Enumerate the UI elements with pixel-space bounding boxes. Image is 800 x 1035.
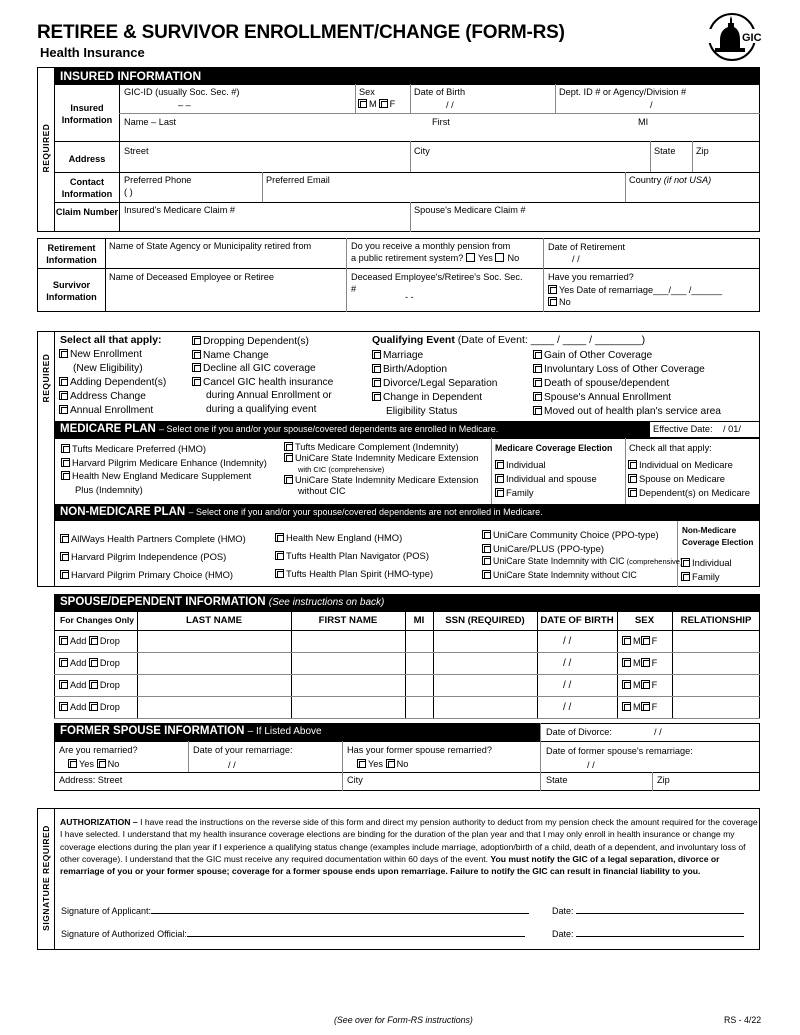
date-official-line[interactable] [576,928,744,937]
option-label: Divorce/Legal Separation [383,378,498,389]
dependent-sex[interactable] [622,702,657,712]
signature-applicant-line[interactable] [151,905,529,914]
signature-official-row: Signature of Authorized Official: [61,928,525,939]
form-subtitle: Health Insurance [40,45,145,60]
option-checkbox[interactable] [628,460,637,469]
option-checkbox[interactable] [681,572,690,581]
row-retirement: Retirement Information [46,243,97,265]
sex-m-checkbox[interactable] [622,702,631,711]
option-checkbox[interactable] [59,391,68,400]
sex-m-label: M [633,658,641,668]
option-checkbox[interactable] [59,349,68,358]
sex-f-label: F [651,658,658,668]
add-label: Add [70,636,87,646]
select-col-4 [533,349,721,419]
option-checkbox[interactable] [372,350,381,359]
option-label: Plus (Indemnity) [75,483,143,495]
footer-code: RS - 4/22 [724,1015,762,1025]
former-remarried-yes[interactable] [68,759,77,768]
option-checkbox[interactable] [61,444,70,453]
option-label: Marriage [383,350,424,361]
select-col-3 [372,349,497,419]
option-nm-elect-0[interactable] [681,556,732,570]
dependent-header-6: SEX [634,615,655,626]
former-spouse-date-label: Date of former spouse's remarriage: [546,746,693,756]
ssn-hash: # [351,284,357,294]
option-label: Dependent(s) on Medicare [639,487,750,498]
sex-m-checkbox[interactable] [358,99,367,108]
non-medicare-col-3 [482,528,682,582]
option-checkbox[interactable] [372,392,381,401]
sex-f-label: F [651,680,658,690]
option-sel-col4-0[interactable] [533,349,721,363]
former-spouse-remarried-label: Has your former spouse remarried? [347,745,493,755]
option-checkbox[interactable] [284,453,293,462]
mi-label: MI [638,117,649,127]
option-label: Spouse on Medicare [639,473,725,484]
option-nm-col2-0[interactable] [275,529,433,547]
option-sel-col1-1 [59,362,166,376]
option-checkbox[interactable] [61,471,70,480]
date-official-row: Date: [552,928,744,939]
option-label: Family [506,487,534,498]
option-label: Tufts Health Plan Spirit (HMO-type) [286,568,434,579]
option-label: Change in Dependent [383,392,483,403]
select-col-2 [192,335,333,416]
former-spouse-bar: FORMER SPOUSE INFORMATION – If Listed Above [54,723,540,741]
option-checkbox[interactable] [284,475,293,484]
option-sel-col2-1[interactable] [192,349,333,363]
effective-date-label: Effective Date: [653,424,713,434]
option-label: UniCare Community Choice (PPO-type) [493,529,659,540]
option-sel-col2-2[interactable] [192,362,333,376]
required-label-1: REQUIRED [41,123,51,173]
option-label: UniCare State Indemnity Medicare Extension [295,453,479,463]
option-checkbox[interactable] [628,488,637,497]
dept-slash[interactable]: / [650,100,653,110]
sex-f-checkbox[interactable] [641,636,650,645]
row-survivor: Survivor Information [46,280,97,302]
option-checkbox[interactable] [275,551,284,560]
option-sel-col1-0[interactable] [59,348,166,362]
option-label: UniCare/PLUS (PPO-type) [493,542,604,554]
add-label: Add [70,702,87,712]
drop-label: Drop [99,702,120,712]
sex-m-checkbox[interactable] [622,680,631,689]
remarried-yes-checkbox[interactable] [548,285,557,294]
option-checkbox[interactable] [60,552,69,561]
date-retirement-slashes[interactable]: / / [572,254,580,264]
ssn-dashes[interactable]: - - [405,292,414,302]
option-label: without CIC [298,486,346,496]
option-label: Health New England Medicare Supplement [72,470,252,481]
gic-id-dashes[interactable]: – – [178,100,191,110]
option-checkbox[interactable] [482,556,491,565]
drop-checkbox[interactable] [89,680,98,689]
add-label: Add [70,680,87,690]
agency-label: Name of State Agency or Municipality retired from [109,241,312,251]
row-contact: Contact Information [61,177,113,199]
form-title: RETIREE & SURVIVOR ENROLLMENT/CHANGE (FORM-RS) [37,22,565,43]
row-claim: Claim Number [55,207,119,217]
non-medicare-col-2 [275,529,433,583]
option-checkbox[interactable] [482,544,491,553]
option-checkbox[interactable] [482,570,491,579]
drop-label: Drop [99,680,120,690]
drop-checkbox[interactable] [89,702,98,711]
option-label: Harvard Pilgrim Primary Choice (HMO) [71,569,233,580]
pension-q2-row: a public retirement system? Yes No [351,253,520,263]
medicare-check-options [628,458,750,500]
option-med-elect-2[interactable] [495,486,597,500]
option-label: Cancel GIC health insurance [203,376,334,388]
zip-label: Zip [696,146,709,156]
option-nm-elect-1[interactable] [681,570,732,584]
option-sel-col3-3[interactable] [372,391,497,405]
sex-options[interactable]: M F [358,99,395,109]
former-spouse-remarried-options: Yes No [357,759,408,769]
sex-f-checkbox[interactable] [641,702,650,711]
option-nm-col3-0[interactable] [482,528,682,542]
sex-m-checkbox[interactable] [622,658,631,667]
country-label: Country (if not USA) [629,175,712,185]
sex-m-label: M [633,636,641,646]
dependent-header-7: RELATIONSHIP [680,615,752,626]
option-med-left-1[interactable] [61,456,267,470]
option-checkbox[interactable] [192,363,201,372]
option-sel-col3-1[interactable] [372,363,497,377]
option-label: Eligibility Status [386,406,458,417]
sex-f-checkbox[interactable] [641,658,650,667]
option-label: UniCare State Indemnity without CIC [493,569,637,580]
option-checkbox[interactable] [59,377,68,386]
option-checkbox[interactable] [495,474,504,483]
dependent-info-bar: SPOUSE/DEPENDENT INFORMATION (See instructions on back) [54,594,760,611]
option-label: Individual [692,557,732,568]
option-sel-col2-0[interactable] [192,335,333,349]
option-checkbox[interactable] [60,570,69,579]
option-med-check-0[interactable] [628,458,750,472]
add-checkbox[interactable] [59,658,68,667]
option-label: Health New England (HMO) [286,532,403,543]
sex-m-label: M [633,680,641,690]
option-sel-col2-4 [192,389,333,403]
non-medicare-election-heading: Non-Medicare Coverage Election [682,526,754,547]
remarried-no-row: No [548,297,571,307]
date-remarriage-label: Date of your remarriage: [193,745,293,755]
select-col-1 [59,348,166,418]
name-last-label: Name – Last [124,117,177,127]
dependent-add-drop[interactable] [59,702,120,712]
option-checkbox[interactable] [61,458,70,467]
option-checkbox[interactable] [482,530,491,539]
option-checkbox[interactable] [533,378,542,387]
option-checkbox[interactable] [275,569,284,578]
add-checkbox[interactable] [59,636,68,645]
sex-f-checkbox[interactable] [641,680,650,689]
option-checkbox[interactable] [60,534,69,543]
option-label: Annual Enrollment [70,405,154,416]
row-insured-info: Insured Information [61,103,113,125]
email-label: Preferred Email [266,175,330,185]
dependent-header-1: LAST NAME [186,615,242,626]
option-med-mid-0[interactable] [284,442,478,453]
option-label: Dropping Dependent(s) [203,336,309,347]
authorization-paragraph: AUTHORIZATION – I have read the instructions on the reverse side of this form and direct my pension authority to deduct from my pension check the amount required for the coverage I have selected. I understand that my health insurance coverage elections are binding for the duration of the plan year and that I may only enroll in health insurance or change my coverage elections during the plan year if I experience a qualifying status change (examples include marriage, adoption/birth of a child, death of a dependent, and involuntary loss of other coverage). I understand that the GIC must receive any required documentation within 60 days of the event. You must notify the GIC of a legal separation, divorce or remarriage of you or your former spouse; coverage for a former spouse ends upon remarriage. Failure to notify the GIC can result in financial liability to you. [60,817,758,877]
medicare-plans-mid [284,442,478,497]
dept-label: Dept. ID # or Agency/Division # [559,87,687,97]
option-checkbox[interactable] [192,336,201,345]
dob-label: Date of Birth [414,87,466,97]
option-med-elect-1[interactable] [495,472,597,486]
former-remarried-no[interactable] [97,759,106,768]
dependent-add-drop[interactable] [59,636,120,646]
city-label: City [414,146,430,156]
sex-f-checkbox[interactable] [379,99,388,108]
dependent-dob[interactable]: / / [563,658,572,669]
gic-logo [696,12,768,62]
divorce-date-slashes[interactable]: / / [654,727,662,737]
date-applicant-row: Date: [552,905,744,916]
dependent-dob[interactable]: / / [563,702,572,713]
add-checkbox[interactable] [59,680,68,689]
remarried-yes-row: Yes Date of remarriage___/___ /______ [548,285,722,295]
drop-checkbox[interactable] [89,658,98,667]
option-sel-col1-4[interactable] [59,404,166,418]
option-sel-col4-2[interactable] [533,377,721,391]
option-label: Birth/Adoption [383,364,447,375]
insured-info-bar: INSURED INFORMATION [54,67,760,84]
option-sel-col2-5 [192,403,333,417]
drop-checkbox[interactable] [89,636,98,645]
option-label: UniCare State Indemnity Medicare Extension [295,475,479,485]
footer-note: (See over for Form-RS instructions) [334,1015,473,1025]
dependent-add-drop[interactable] [59,680,120,690]
sex-m-checkbox[interactable] [622,636,631,645]
sex-f-label: F [651,636,658,646]
option-label: Death of spouse/dependent [544,378,670,389]
option-checkbox[interactable] [372,364,381,373]
pension-no-checkbox[interactable] [495,253,504,262]
option-label: Spouse's Annual Enrollment [544,392,672,403]
option-label: (New Eligibility) [73,363,143,374]
option-label: Individual [506,459,546,470]
option-label: Decline all GIC coverage [203,363,316,374]
row-address: Address [68,154,106,164]
option-checkbox[interactable] [284,442,293,451]
option-checkbox[interactable] [59,405,68,414]
option-label: Gain of Other Coverage [544,350,653,361]
option-label: Tufts Medicare Preferred (HMO) [72,443,207,454]
option-checkbox[interactable] [628,474,637,483]
option-med-mid-1[interactable] [284,453,478,464]
deceased-ssn-label: Deceased Employee's/Retiree's Soc. Sec. [351,272,523,282]
sex-label: Sex [359,87,375,97]
option-label: Harvard Pilgrim Medicare Enhance (Indemnity) [72,456,267,468]
option-sel-col4-3[interactable] [533,391,721,405]
medicare-election-heading: Medicare Coverage Election [495,443,613,453]
gic-id-label: GIC-ID (usually Soc. Sec. #) [124,87,240,97]
date-applicant-line[interactable] [576,905,744,914]
drop-label: Drop [99,658,120,668]
date-retirement-label: Date of Retirement [548,242,626,252]
option-med-check-1[interactable] [628,472,750,486]
non-medicare-election-options [681,556,732,584]
option-med-elect-0[interactable] [495,458,597,472]
dependent-header-2: FIRST NAME [318,615,378,626]
dependent-sex[interactable] [622,636,657,646]
option-label: UniCare State Indemnity with CIC [493,556,625,566]
option-checkbox[interactable] [533,406,542,415]
option-sel-col2-3[interactable] [192,376,333,390]
former-spouse-date-slashes[interactable]: / / [587,760,595,770]
required-label-2: REQUIRED [41,353,51,403]
option-nm-col3-1[interactable] [482,542,682,556]
effective-date-value[interactable]: / 01/ [723,424,741,434]
option-checkbox[interactable] [192,350,201,359]
dependent-sex[interactable] [622,680,657,690]
option-label: AllWays Health Partners Complete (HMO) [71,533,246,544]
signature-official-line[interactable] [187,928,525,937]
option-checkbox[interactable] [533,392,542,401]
former-remarried-label: Are you remarried? [59,745,138,755]
option-checkbox[interactable] [495,460,504,469]
option-sel-col4-4[interactable] [533,405,721,419]
date-remarriage-slashes[interactable]: / / [228,760,236,770]
option-checkbox[interactable] [372,378,381,387]
option-label: Individual and spouse [506,473,597,484]
option-label: Moved out of health plan's service area [544,406,721,417]
dependent-dob[interactable]: / / [563,680,572,691]
medicare-claim-label: Insured's Medicare Claim # [124,205,236,215]
non-medicare-plan-bar: NON-MEDICARE PLAN – Select one if you and/or your spouse/covered dependents are not enrolled in Medicare. [54,504,760,521]
option-label: Adding Dependent(s) [70,377,167,388]
select-all-heading: Select all that apply: [60,334,162,346]
option-med-mid-3[interactable] [284,475,478,486]
pension-yes-checkbox[interactable] [466,253,475,262]
option-med-left-2[interactable] [61,469,267,483]
option-sel-col1-2[interactable] [59,376,166,390]
remarried-label: Have you remarried? [548,272,634,282]
option-checkbox[interactable] [495,488,504,497]
option-label: Harvard Pilgrim Independence (POS) [71,551,227,562]
spouse-claim-label: Spouse's Medicare Claim # [414,205,526,215]
signature-required-label: SIGNATURE REQUIRED [41,825,51,931]
comprehensive-note: (comprehensive) [624,557,683,566]
dependent-header-0: For Changes Only [60,615,135,625]
sex-m-label: M [633,702,641,712]
qualifying-event-heading: Qualifying Event (Date of Event: ____ / ____ / ________) [372,334,646,346]
option-checkbox[interactable] [533,350,542,359]
former-remarried-options: Yes No [68,759,119,769]
option-label: Involuntary Loss of Other Coverage [544,364,705,375]
option-checkbox[interactable] [533,364,542,373]
option-sel-col3-2[interactable] [372,377,497,391]
option-nm-col1-0[interactable] [60,530,246,548]
dependent-header-3: MI [413,615,425,626]
option-sel-col1-3[interactable] [59,390,166,404]
deceased-name-label: Name of Deceased Employee or Retiree [109,272,274,282]
street-label: Street [124,146,149,156]
option-nm-col2-2[interactable] [275,565,433,583]
sex-f-label: F [651,702,658,712]
option-label: Name Change [203,349,269,361]
medicare-election-options [495,458,597,500]
dob-slashes[interactable]: / / [446,100,454,110]
remarried-no-checkbox[interactable] [548,297,557,306]
dependent-sex[interactable] [622,658,657,668]
drop-label: Drop [99,636,120,646]
pension-q1: Do you receive a monthly pension from [351,241,511,251]
option-med-left-3 [61,483,267,497]
option-nm-col3-2[interactable] [482,555,682,569]
option-sel-col3-4 [372,405,497,419]
medicare-plan-bar: MEDICARE PLAN – Select one if you and/or your spouse/covered dependents are enrolled in Medicare. [54,421,649,438]
non-medicare-col-1 [60,530,246,584]
option-label: Address Change [70,391,146,402]
former-address-label: Address: Street [59,775,123,785]
former-city-label: City [347,775,363,785]
option-med-left-0[interactable] [61,442,267,456]
signature-applicant-row: Signature of Applicant: [61,905,529,916]
divorce-date-label: Date of Divorce: [546,727,612,737]
phone-paren[interactable]: ( ) [124,187,133,197]
option-nm-col2-1[interactable] [275,547,433,565]
dependent-header-4: SSN (REQUIRED) [445,615,525,626]
option-sel-col3-0[interactable] [372,349,497,363]
option-label: with CIC (comprehensive) [298,465,385,474]
add-label: Add [70,658,87,668]
former-state-label: State [546,775,568,785]
option-med-check-2[interactable] [628,486,750,500]
logo-text: GIC [742,32,762,44]
option-label: during Annual Enrollment or [206,390,332,401]
option-nm-col3-4[interactable] [482,569,682,583]
option-label: Individual on Medicare [639,459,733,470]
medicare-plans-left [61,442,267,496]
option-label: New Enrollment [70,349,142,360]
option-label: during a qualifying event [206,403,317,415]
former-spouse-yes[interactable] [357,759,366,768]
option-sel-col4-1[interactable] [533,363,721,377]
option-label: Tufts Medicare Complement (Indemnity) [295,442,459,452]
dependent-header-5: DATE OF BIRTH [540,615,614,626]
dependent-add-drop[interactable] [59,658,120,668]
check-all-heading: Check all that apply: [629,443,712,453]
option-checkbox[interactable] [681,558,690,567]
former-spouse-no[interactable] [386,759,395,768]
phone-label: Preferred Phone [124,175,192,185]
option-label: Tufts Health Plan Navigator (POS) [286,550,429,561]
option-med-mid-2 [284,464,478,475]
option-nm-col1-2[interactable] [60,566,246,584]
option-med-mid-4 [284,486,478,497]
option-nm-col1-1[interactable] [60,548,246,566]
option-checkbox[interactable] [275,533,284,542]
dependent-dob[interactable]: / / [563,636,572,647]
former-zip-label: Zip [657,775,670,785]
add-checkbox[interactable] [59,702,68,711]
state-label: State [654,146,676,156]
option-checkbox[interactable] [192,377,201,386]
option-label: Family [692,571,720,582]
first-name-label: First [432,117,450,127]
